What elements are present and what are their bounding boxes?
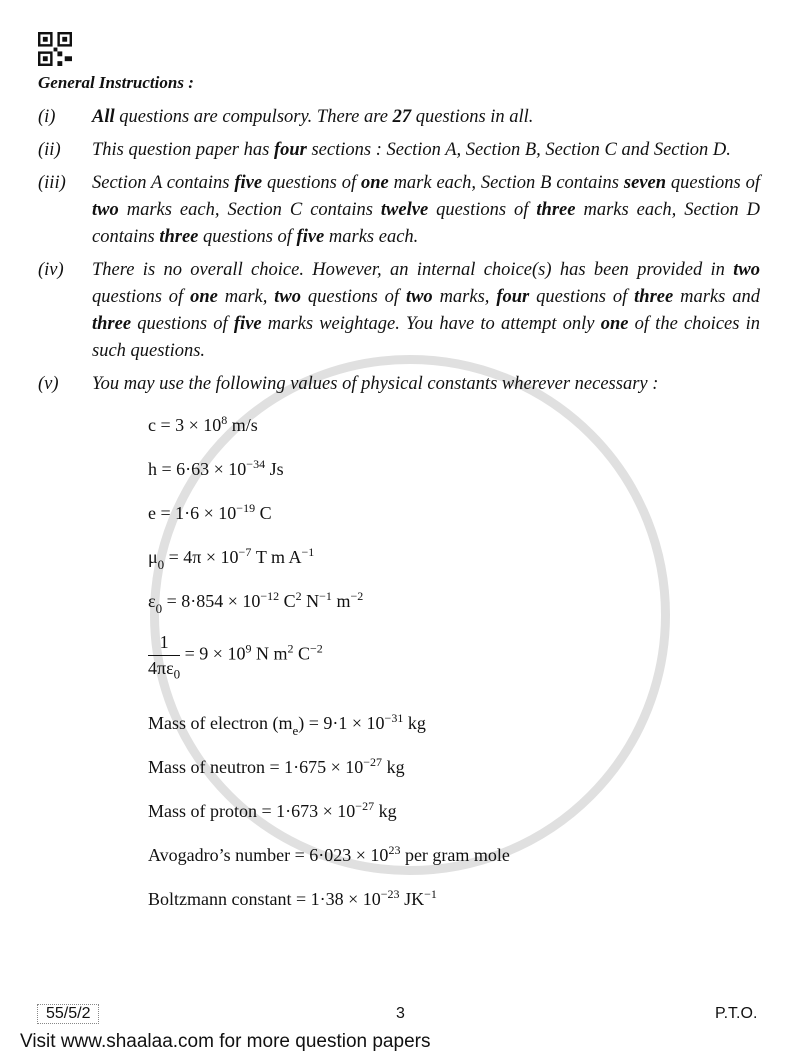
paper-code: 55/5/2 xyxy=(37,1004,99,1024)
constant-text: e = 1·6 × 10 xyxy=(148,503,237,523)
text-segment: Section A contains xyxy=(92,173,235,193)
text-segment: questions of xyxy=(198,227,297,247)
constant-text: ) = 9·1 × 10 xyxy=(298,713,385,733)
constant-text: C xyxy=(255,503,272,523)
constant-text: m xyxy=(331,591,351,611)
text-segment: questions of xyxy=(666,173,760,193)
fraction-numerator: 1 xyxy=(148,632,180,656)
text-segment: of the choices in such questions. xyxy=(92,314,761,361)
emphasis-text: three xyxy=(159,227,199,247)
instruction-item xyxy=(38,137,760,164)
general-instructions-heading: General Instructions : xyxy=(38,73,194,92)
constant-text: T m A xyxy=(251,547,302,567)
physical-constant xyxy=(148,842,760,886)
emphasis-text: three xyxy=(92,314,132,334)
fraction-rhs: = 9 × 10 xyxy=(180,643,246,664)
emphasis-text: one xyxy=(360,173,389,193)
emphasis-text: one xyxy=(190,287,218,307)
text-segment: marks each, Section C contains xyxy=(118,200,381,220)
physical-constant xyxy=(148,456,760,500)
text-segment: questions of xyxy=(262,173,361,193)
fraction-denominator-sub: 0 xyxy=(173,666,181,682)
exponent: −19 xyxy=(236,501,256,515)
pto-label: P.T.O. xyxy=(715,1005,758,1022)
physical-constant xyxy=(148,588,760,632)
exponent: −1 xyxy=(424,887,437,901)
emphasis-text: four xyxy=(496,287,530,307)
text-segment: mark each, Section B contains xyxy=(388,173,624,193)
physical-constant xyxy=(148,886,760,930)
emphasis-text: five xyxy=(296,227,325,247)
physical-constant xyxy=(148,798,760,842)
text-segment: sections : Section A, Section B, Section C and Section D. xyxy=(306,140,731,160)
instruction-number: (iv) xyxy=(38,260,64,280)
constants-list xyxy=(38,412,760,632)
text-segment: questions of xyxy=(300,287,406,307)
fraction-rhs3: C xyxy=(293,643,310,664)
constant-text: μ xyxy=(148,547,158,567)
constant-text: per gram mole xyxy=(400,845,510,865)
constant-text: Mass of electron (m xyxy=(148,713,293,733)
text-segment: questions of xyxy=(92,287,191,307)
constant-text: h = 6·63 × 10 xyxy=(148,459,247,479)
fraction-rhs-exp: 9 xyxy=(245,641,252,656)
exponent: −34 xyxy=(246,457,266,471)
text-segment: questions of xyxy=(131,314,234,334)
physical-constant xyxy=(148,500,760,544)
page-number: 3 xyxy=(396,1005,405,1022)
emphasis-text: two xyxy=(405,287,433,307)
exponent: −7 xyxy=(238,545,252,559)
subscript: 0 xyxy=(157,557,165,572)
constant-text: C xyxy=(279,591,296,611)
text-segment: marks and xyxy=(673,287,760,307)
constant-text: m/s xyxy=(227,415,258,435)
constant-text: Js xyxy=(265,459,284,479)
fraction-denominator: 4πε xyxy=(148,658,174,678)
physical-constant xyxy=(148,710,760,754)
constant-text: JK xyxy=(399,889,425,909)
exponent: −31 xyxy=(384,711,404,725)
text-segment: marks, xyxy=(432,287,497,307)
instruction-text xyxy=(92,104,760,131)
text-segment: marks each. xyxy=(324,227,419,247)
emphasis-text: three xyxy=(634,287,674,307)
constant-text: ε xyxy=(148,591,156,611)
constant-text: Mass of proton = 1·673 × 10 xyxy=(148,801,356,821)
qr-code-icon xyxy=(38,32,72,66)
emphasis-text: 27 xyxy=(392,107,412,127)
text-segment: You may use the following values of physical constants wherever necessary : xyxy=(92,374,659,394)
constant-text: Mass of neutron = 1·675 × 10 xyxy=(148,757,364,777)
exponent: −2 xyxy=(350,589,364,603)
emphasis-text: twelve xyxy=(380,200,429,220)
instruction-number: (iii) xyxy=(38,173,66,193)
text-segment: mark, xyxy=(217,287,275,307)
constant-text: = 8·854 × 10 xyxy=(162,591,261,611)
emphasis-text: three xyxy=(536,200,576,220)
constant-text: Avogadro’s number = 6·023 × 10 xyxy=(148,845,389,865)
exponent: 2 xyxy=(295,589,302,603)
constant-text: kg xyxy=(403,713,426,733)
instruction-number: (i) xyxy=(38,107,56,127)
emphasis-text: two xyxy=(733,260,760,280)
instruction-item xyxy=(38,170,760,251)
subscript: e xyxy=(292,723,299,738)
page-body xyxy=(38,104,760,930)
exponent: 8 xyxy=(221,413,228,427)
emphasis-text: four xyxy=(273,140,307,160)
instruction-item xyxy=(38,371,760,398)
instruction-number: (v) xyxy=(38,374,59,394)
exponent: −23 xyxy=(380,887,400,901)
instruction-item xyxy=(38,257,760,365)
emphasis-text: two xyxy=(274,287,301,307)
instruction-text xyxy=(92,170,760,251)
constants-list-continued xyxy=(38,710,760,930)
exponent: 23 xyxy=(388,843,401,857)
exponent: −27 xyxy=(363,755,383,769)
exponent: −1 xyxy=(301,545,315,559)
physical-constant xyxy=(148,544,760,588)
emphasis-text: two xyxy=(92,200,119,220)
exponent: −1 xyxy=(319,589,332,603)
emphasis-text: seven xyxy=(623,173,666,193)
emphasis-text: one xyxy=(600,314,629,334)
constant-text: Boltzmann constant = 1·38 × 10 xyxy=(148,889,381,909)
exponent: −27 xyxy=(355,799,375,813)
subscript: 0 xyxy=(155,601,163,616)
emphasis-text: five xyxy=(233,314,262,334)
constant-text: kg xyxy=(382,757,405,777)
instruction-text xyxy=(92,371,760,398)
text-segment: questions of xyxy=(529,287,635,307)
exponent: −12 xyxy=(260,589,280,603)
text-segment: There is no overall choice. However, an internal choice(s) has been provided in xyxy=(92,260,734,280)
emphasis-text: All xyxy=(92,107,115,127)
text-segment: questions in all. xyxy=(411,107,534,127)
instruction-number: (ii) xyxy=(38,140,61,160)
constant-text: = 4π × 10 xyxy=(164,547,239,567)
physical-constant xyxy=(148,754,760,798)
text-segment: marks weightage. You have to attempt only xyxy=(261,314,601,334)
constant-text: kg xyxy=(374,801,397,821)
text-segment: This question paper has xyxy=(92,140,274,160)
instruction-text xyxy=(92,137,760,164)
instruction-text xyxy=(92,257,760,365)
instructions-list xyxy=(38,104,760,398)
text-segment: marks each, Section D contains xyxy=(92,200,761,247)
coulomb-constant-fraction xyxy=(148,632,760,710)
fraction-rhs3-exp: −2 xyxy=(309,641,323,656)
constant-text: N xyxy=(301,591,320,611)
fraction-rhs2-exp: 2 xyxy=(287,641,294,656)
fraction-rhs2: N m xyxy=(251,643,288,664)
text-segment: questions are compulsory. There are xyxy=(114,107,393,127)
text-segment: questions of xyxy=(428,200,537,220)
physical-constant xyxy=(148,412,760,456)
visit-link[interactable]: Visit www.shaalaa.com for more question papers xyxy=(20,1031,431,1052)
emphasis-text: five xyxy=(234,173,263,193)
constant-text: c = 3 × 10 xyxy=(148,415,222,435)
instruction-item xyxy=(38,104,760,131)
